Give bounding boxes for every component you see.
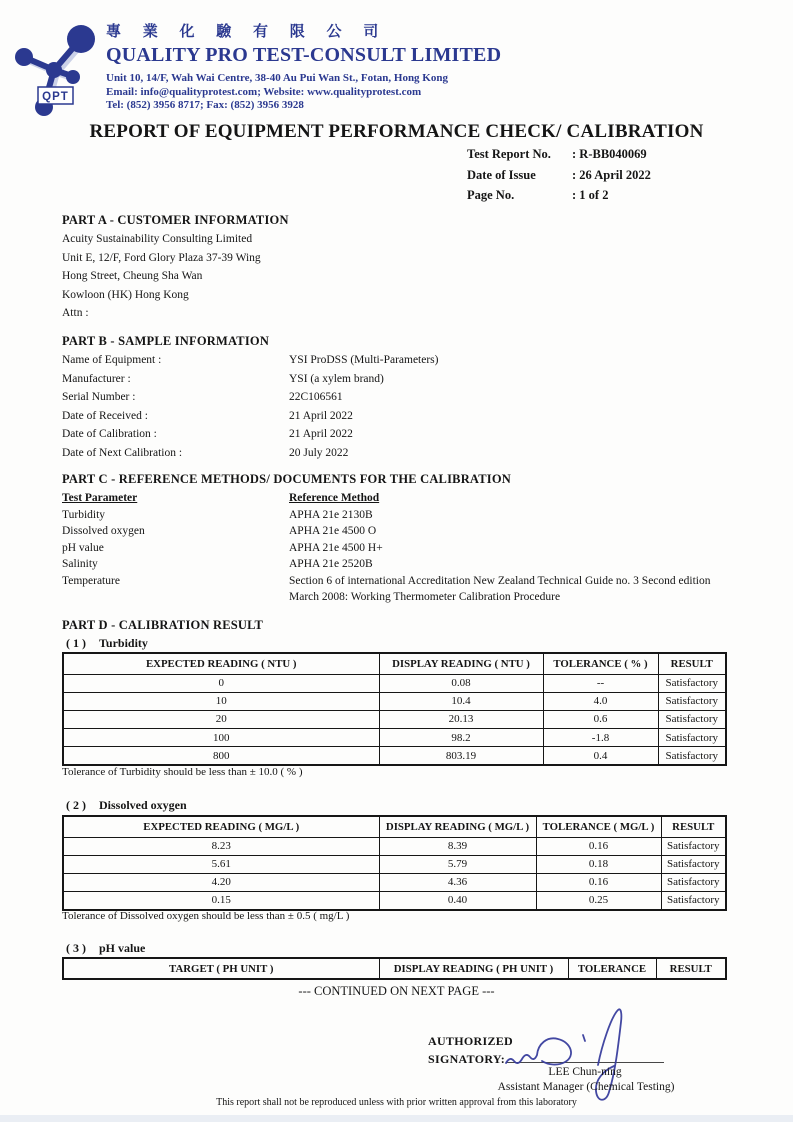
column-header: DISPLAY READING ( MG/L ) (379, 816, 536, 837)
reference-row (62, 507, 717, 523)
parameter: Salinity (62, 558, 98, 571)
ph-value-table (62, 957, 727, 980)
report-info (467, 147, 651, 209)
table-header-row (63, 958, 726, 979)
part-a-heading: PART A - CUSTOMER INFORMATION (62, 213, 289, 227)
reference-row (62, 540, 717, 556)
column-header: RESULT (658, 653, 726, 674)
sample-info-row (62, 407, 439, 426)
part-c-heading: PART C - REFERENCE METHODS/ DOCUMENTS FOR THE CALIBRATION (62, 472, 511, 486)
cell: -- (543, 674, 658, 692)
table-row (63, 710, 726, 728)
field-value: 21 April 2022 (289, 409, 353, 422)
cell: Satisfactory (661, 855, 726, 873)
column-header: TARGET ( PH UNIT ) (63, 958, 379, 979)
field-label: Date of Next Calibration : (62, 446, 183, 459)
cell: 0.25 (536, 892, 661, 910)
ph-value-section-label (66, 941, 145, 956)
part-a-customer-information (62, 213, 289, 323)
issue-date-value: : 26 April 2022 (572, 167, 651, 182)
field-label: Date of Calibration : (62, 428, 157, 441)
turbidity-section-label (66, 636, 148, 651)
cell: Satisfactory (658, 674, 726, 692)
section-number: ( 1 ) (66, 636, 86, 650)
cell: Satisfactory (658, 710, 726, 728)
table-row (63, 674, 726, 692)
reference-method-header: Reference Method (289, 492, 380, 504)
field-label: Date of Received : (62, 409, 148, 422)
logo-qpt-text: QPT (42, 91, 69, 103)
cell: 4.36 (379, 873, 536, 891)
table-header-row (63, 653, 726, 674)
table-row (63, 855, 726, 873)
report-info-row (467, 147, 651, 168)
customer-line: Kowloon (HK) Hong Kong (62, 288, 189, 301)
company-logo (8, 8, 102, 120)
report-info-row (467, 168, 651, 189)
sample-info-row (62, 388, 439, 407)
letterhead (106, 20, 501, 113)
cell: Satisfactory (661, 873, 726, 891)
company-address: Unit 10, 14/F, Wah Wai Centre, 38-40 Au Pui Wan St., Fotan, Hong Kong (106, 72, 448, 84)
column-header: RESULT (661, 816, 726, 837)
column-header: TOLERANCE (568, 958, 656, 979)
cell: 100 (63, 729, 379, 747)
table-row (63, 729, 726, 747)
column-header: EXPECTED READING ( MG/L ) (63, 816, 379, 837)
report-info-row (467, 188, 651, 209)
cell: 20.13 (379, 710, 543, 728)
method: APHA 21e 2520B (289, 558, 373, 571)
table-row (63, 692, 726, 710)
field-value: 20 July 2022 (289, 446, 349, 459)
cell: 4.0 (543, 692, 658, 710)
cell: Satisfactory (658, 692, 726, 710)
company-name-english: QUALITY PRO TEST-CONSULT LIMITED (106, 44, 502, 66)
cell: 0.16 (536, 837, 661, 855)
signature-ink (486, 1005, 686, 1110)
parameter: Dissolved oxygen (62, 525, 145, 538)
footer-disclaimer: This report shall not be reproduced unless with prior written approval from this laboratory (216, 1097, 577, 1108)
sample-info-row (62, 444, 439, 463)
sample-info-row (62, 425, 439, 444)
column-header: TOLERANCE ( MG/L ) (536, 816, 661, 837)
test-parameter-header: Test Parameter (62, 492, 138, 504)
cell: 10 (63, 692, 379, 710)
table-row (63, 747, 726, 765)
cell: 0.15 (63, 892, 379, 910)
signatory-name: LEE Chun-ning (548, 1066, 622, 1078)
section-number: ( 2 ) (66, 798, 86, 812)
cell: Satisfactory (658, 729, 726, 747)
signatory-label: SIGNATORY: (428, 1051, 506, 1066)
cell: 4.20 (63, 873, 379, 891)
column-header: TOLERANCE ( % ) (543, 653, 658, 674)
issue-date-label: Date of Issue (467, 167, 536, 182)
part-b-heading: PART B - SAMPLE INFORMATION (62, 334, 270, 348)
reference-row (62, 523, 717, 539)
dissolved-oxygen-table (62, 815, 727, 911)
table-row (63, 873, 726, 891)
parameter: pH value (62, 541, 104, 554)
customer-line: Unit E, 12/F, Ford Glory Plaza 37-39 Wing (62, 251, 261, 264)
reference-header-row (62, 490, 717, 507)
method: APHA 21e 2130B (289, 509, 373, 521)
customer-line: Hong Street, Cheung Sha Wan (62, 270, 203, 283)
signatory-title: Assistant Manager (Chemical Testing) (497, 1081, 675, 1093)
method: APHA 21e 4500 H+ (289, 541, 383, 554)
company-email-website: Email: info@qualityprotest.com; Website: www.qualityprotest.com (106, 85, 422, 98)
cell: 0.18 (536, 855, 661, 873)
company-name-chinese: 專 業 化 驗 有 限 公 司 (106, 24, 388, 40)
cell: 800 (63, 747, 379, 765)
cell: 0.16 (536, 873, 661, 891)
reference-row (62, 556, 717, 572)
column-header: DISPLAY READING ( PH UNIT ) (379, 958, 568, 979)
report-no-label: Test Report No. (467, 147, 551, 161)
cell: Satisfactory (661, 892, 726, 910)
field-value: YSI ProDSS (Multi-Parameters) (289, 354, 439, 366)
cell: 10.4 (379, 692, 543, 710)
field-value: YSI (a xylem brand) (289, 372, 384, 385)
customer-line: Acuity Sustainability Consulting Limited (62, 233, 253, 245)
company-tel-fax: Tel: (852) 3956 8717; Fax: (852) 3956 3928 (106, 99, 304, 112)
sample-info-row (62, 370, 439, 389)
page-no-label: Page No. (467, 188, 515, 203)
cell: 0.6 (543, 710, 658, 728)
turbidity-tolerance-note: Tolerance of Turbidity should be less than ± 10.0 ( % ) (62, 766, 303, 778)
report-no-value: : R-BB040069 (572, 147, 647, 161)
document-title: REPORT OF EQUIPMENT PERFORMANCE CHECK/ CALIBRATION (89, 121, 704, 142)
reference-row (62, 573, 717, 606)
attn-line: Attn : (62, 307, 89, 320)
part-c-reference-methods (62, 472, 717, 605)
dissolved-oxygen-section-label (66, 798, 187, 813)
page-no-value: : 1 of 2 (572, 188, 609, 203)
part-d-heading: PART D - CALIBRATION RESULT (62, 618, 264, 632)
turbidity-table (62, 652, 727, 766)
parameter: Temperature (62, 574, 120, 587)
cell: 0.4 (543, 747, 658, 765)
scan-edge-artifact (0, 1115, 793, 1122)
section-name: Dissolved oxygen (99, 798, 187, 812)
table-row (63, 837, 726, 855)
section-name: pH value (99, 941, 146, 955)
column-header: RESULT (656, 958, 726, 979)
section-name: Turbidity (99, 636, 148, 650)
cell: 8.23 (63, 837, 379, 855)
field-label: Serial Number : (62, 391, 136, 404)
cell: 5.79 (379, 855, 536, 873)
cell: 20 (63, 710, 379, 728)
field-value: 22C106561 (289, 391, 343, 404)
part-b-sample-information (62, 334, 439, 463)
field-value: 21 April 2022 (289, 428, 353, 441)
cell: 803.19 (379, 747, 543, 765)
cell: Satisfactory (658, 747, 726, 765)
cell: Satisfactory (661, 837, 726, 855)
parameter: Turbidity (62, 509, 106, 521)
method: APHA 21e 4500 O (289, 525, 377, 538)
cell: -1.8 (543, 729, 658, 747)
table-row (63, 892, 726, 910)
cell: 0.40 (379, 892, 536, 910)
cell: 8.39 (379, 837, 536, 855)
cell: 5.61 (63, 855, 379, 873)
table-header-row (63, 816, 726, 837)
dissolved-oxygen-tolerance-note: Tolerance of Dissolved oxygen should be less than ± 0.5 ( mg/L ) (62, 910, 350, 922)
sample-info-row (62, 351, 439, 370)
section-number: ( 3 ) (66, 941, 86, 955)
column-header: EXPECTED READING ( NTU ) (63, 653, 379, 674)
field-label: Manufacturer : (62, 372, 131, 385)
cell: 0.08 (379, 674, 543, 692)
cell: 98.2 (379, 729, 543, 747)
column-header: DISPLAY READING ( NTU ) (379, 653, 543, 674)
continued-on-next-page: --- CONTINUED ON NEXT PAGE --- (298, 984, 495, 998)
authorized-label: AUTHORIZED (428, 1034, 514, 1048)
cell: 0 (63, 674, 379, 692)
method: Section 6 of international Accreditation New Zealand Technical Guide no. 3 Second edition March 2008: Working Thermometer Calibration Procedure (289, 574, 711, 604)
field-label: Name of Equipment : (62, 354, 162, 366)
